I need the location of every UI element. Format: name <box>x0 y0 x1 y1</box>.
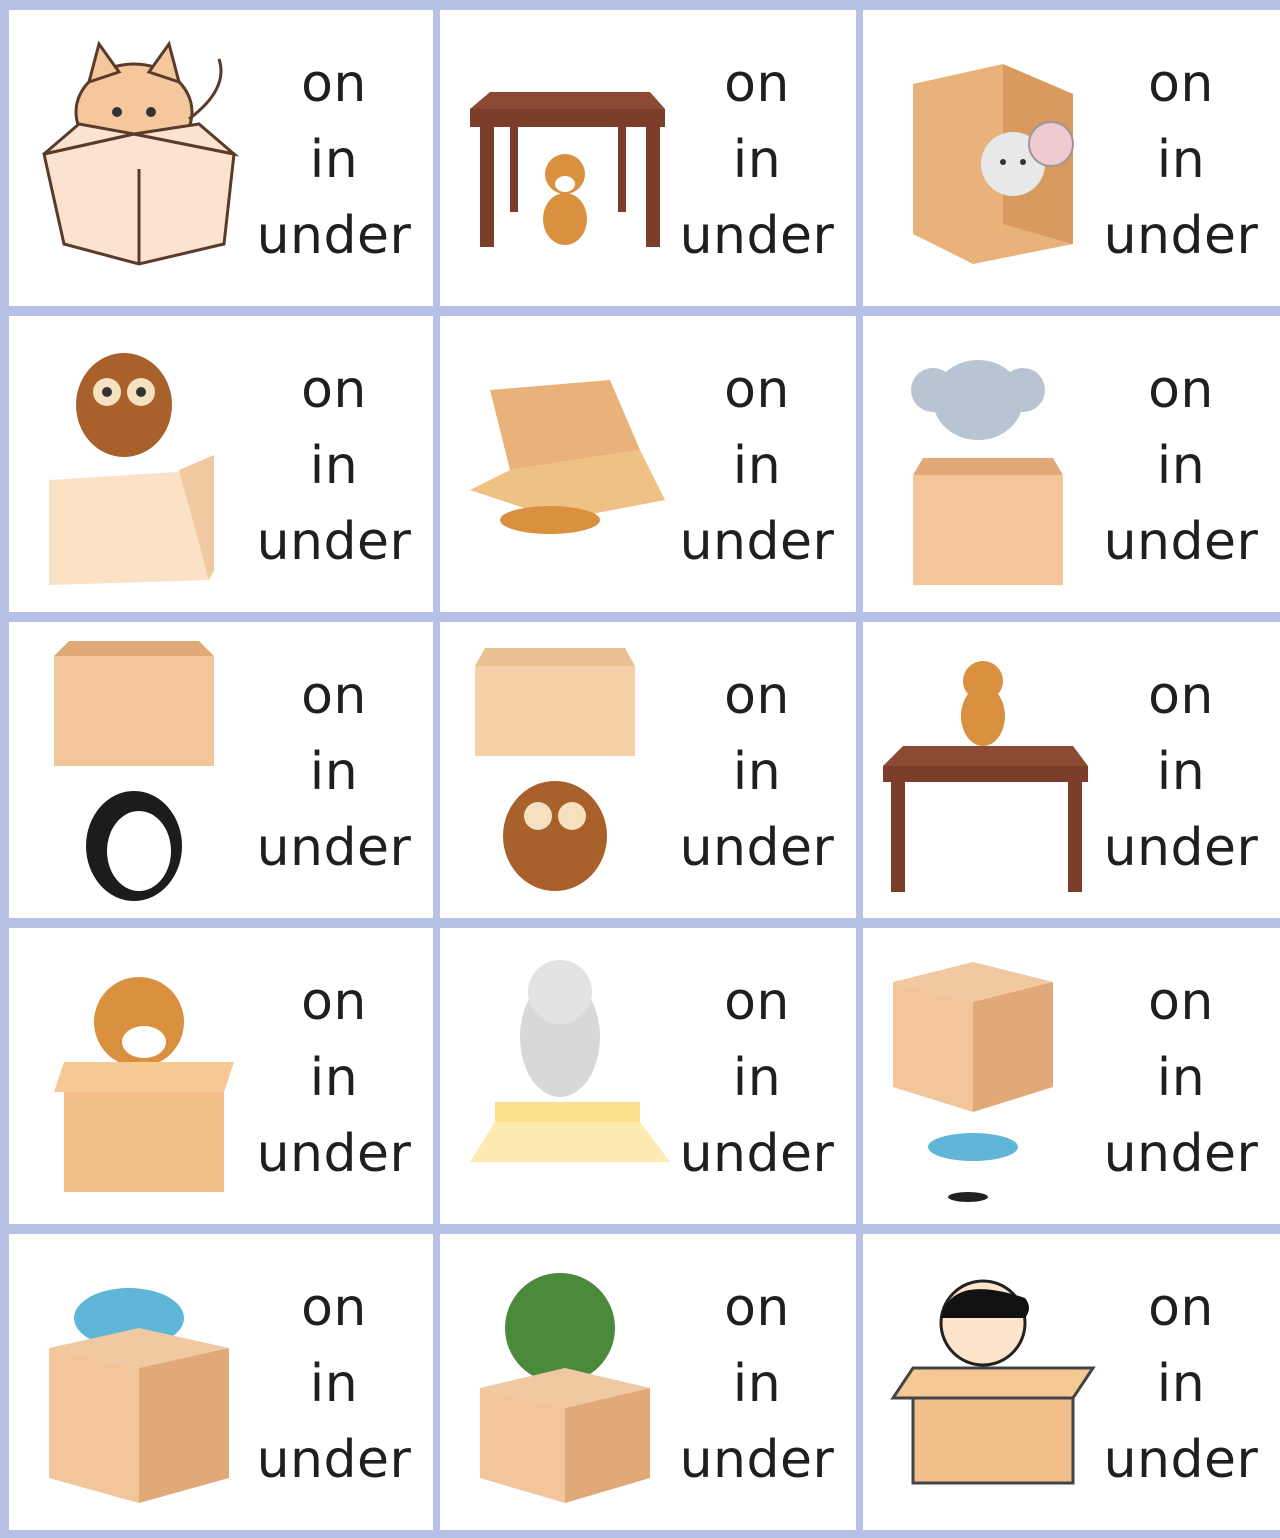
option-under[interactable]: under <box>256 818 412 878</box>
card-dog-in-box <box>9 928 433 1224</box>
option-in[interactable]: in <box>1156 742 1206 802</box>
option-in[interactable]: in <box>1156 1354 1206 1414</box>
option-on[interactable]: on <box>1148 360 1214 420</box>
option-under[interactable]: under <box>679 1124 835 1184</box>
option-in[interactable]: in <box>732 436 782 496</box>
card-boy-in-box <box>863 1234 1280 1530</box>
option-under[interactable]: under <box>1103 206 1259 266</box>
card-shark-in-box <box>9 1234 433 1530</box>
option-in[interactable]: in <box>309 1048 359 1108</box>
option-under[interactable]: under <box>679 206 835 266</box>
card-owl-under-box <box>440 622 856 918</box>
option-under[interactable]: under <box>1103 1124 1259 1184</box>
option-in[interactable]: in <box>309 130 359 190</box>
option-in[interactable]: in <box>1156 1048 1206 1108</box>
dog-under-box-illustration <box>450 330 680 600</box>
option-on[interactable]: on <box>1148 666 1214 726</box>
card-cat-in-box <box>9 10 433 306</box>
option-on[interactable]: on <box>724 972 790 1032</box>
card-dog-under-table <box>440 10 856 306</box>
option-in[interactable]: in <box>732 1354 782 1414</box>
dog-on-table-illustration <box>873 636 1103 906</box>
option-in[interactable]: in <box>1156 130 1206 190</box>
option-in[interactable]: in <box>309 436 359 496</box>
mouse-in-box-illustration <box>873 24 1103 294</box>
card-mouse-in-box <box>863 10 1280 306</box>
option-in[interactable]: in <box>309 742 359 802</box>
option-in[interactable]: in <box>309 1354 359 1414</box>
card-fish-under-box <box>863 928 1280 1224</box>
option-on[interactable]: on <box>724 666 790 726</box>
boy-in-box-illustration <box>873 1248 1103 1518</box>
fish-under-box-illustration <box>873 942 1103 1212</box>
owl-under-box-illustration <box>450 636 680 906</box>
option-under[interactable]: under <box>256 1124 412 1184</box>
option-under[interactable]: under <box>679 512 835 572</box>
card-cactus-on-box <box>440 1234 856 1530</box>
option-in[interactable]: in <box>1156 436 1206 496</box>
option-on[interactable]: on <box>1148 972 1214 1032</box>
shark-in-box-illustration <box>19 1248 249 1518</box>
option-in[interactable]: in <box>732 1048 782 1108</box>
option-under[interactable]: under <box>256 206 412 266</box>
option-in[interactable]: in <box>732 130 782 190</box>
penguin-under-box-illustration <box>19 636 249 906</box>
option-under[interactable]: under <box>679 1430 835 1490</box>
card-owl-on-box <box>9 316 433 612</box>
option-on[interactable]: on <box>301 54 367 114</box>
elephant-on-box-illustration <box>873 330 1103 600</box>
dog-under-table-illustration <box>450 24 680 294</box>
option-in[interactable]: in <box>732 742 782 802</box>
option-on[interactable]: on <box>1148 54 1214 114</box>
card-elephant-on-box <box>863 316 1280 612</box>
option-on[interactable]: on <box>301 1278 367 1338</box>
option-on[interactable]: on <box>301 972 367 1032</box>
cat-in-box-illustration <box>19 24 249 294</box>
cactus-on-box-illustration <box>450 1248 680 1518</box>
option-under[interactable]: under <box>256 1430 412 1490</box>
option-on[interactable]: on <box>301 666 367 726</box>
option-under[interactable]: under <box>256 512 412 572</box>
cat-on-box-illustration <box>450 942 680 1212</box>
owl-on-box-illustration <box>19 330 249 600</box>
card-penguin-under-box <box>9 622 433 918</box>
option-under[interactable]: under <box>679 818 835 878</box>
card-cat-on-box <box>440 928 856 1224</box>
option-under[interactable]: under <box>1103 818 1259 878</box>
card-dog-under-box <box>440 316 856 612</box>
option-on[interactable]: on <box>1148 1278 1214 1338</box>
option-on[interactable]: on <box>301 360 367 420</box>
dog-in-box-illustration <box>19 942 249 1212</box>
option-on[interactable]: on <box>724 360 790 420</box>
option-on[interactable]: on <box>724 54 790 114</box>
card-dog-on-table <box>863 622 1280 918</box>
option-on[interactable]: on <box>724 1278 790 1338</box>
option-under[interactable]: under <box>1103 512 1259 572</box>
option-under[interactable]: under <box>1103 1430 1259 1490</box>
